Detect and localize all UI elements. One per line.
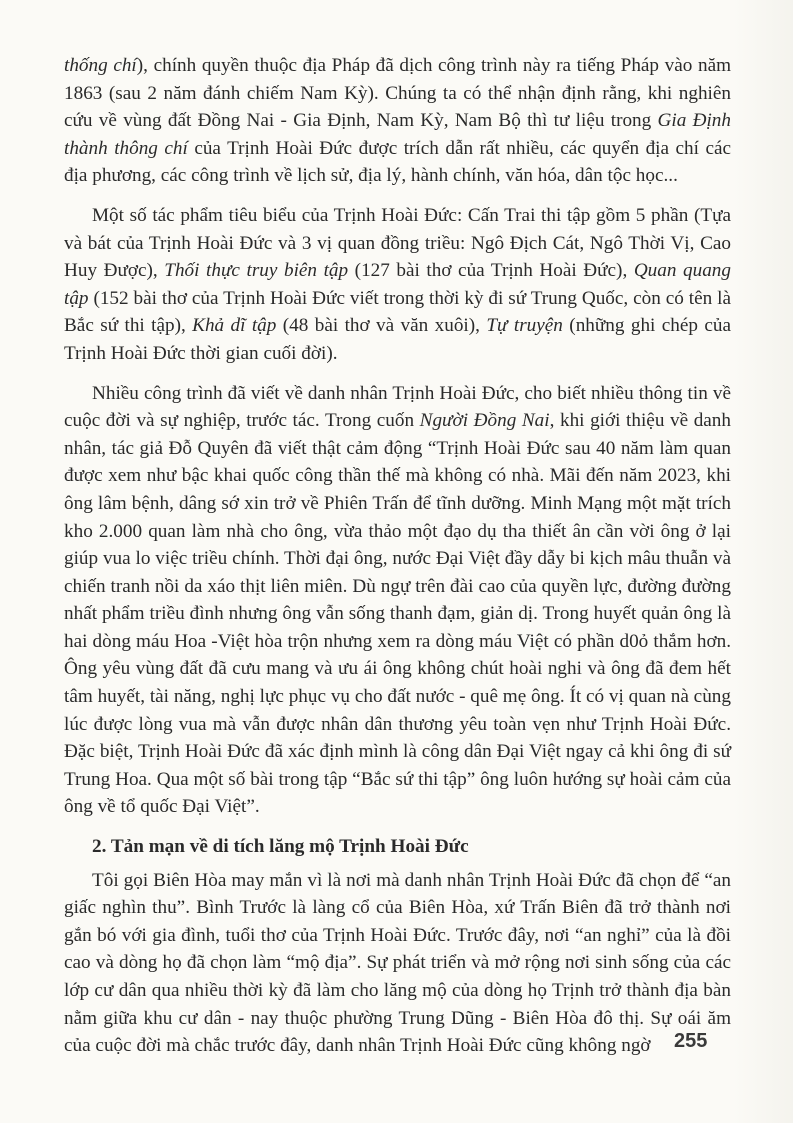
- paragraph-text: (127 bài thơ của Trịnh Hoài Đức),: [348, 260, 634, 282]
- page-number: 255: [674, 1030, 708, 1052]
- italic-text: Người Đồng Nai: [419, 410, 550, 432]
- paragraph-text: , khi giới thiệu về danh nhân, tác giả Đỗ Quyên đã viết thật cảm động “Trịnh Hoài Đức sau 40 năm làm quan được xem như bậc khai quốc công thần thế mà không có nhà. Mãi đến năm 2023, khi ông lâm bệnh, dâng sớ xin trở về Phiên Trấn để tĩnh dưỡng. Minh Mạng một mặt trích kho 2.000 quan làm nhà cho ông, vừa thảo một đạo dụ tha thiết ân cần vời ông ở lại giúp vua lo việc triều chính. Thời đại ông, nước Đại Việt đầy dẫy bi kịch mâu thuẫn và chiến tranh nồi da xáo thịt liên miên. Dù ngự trên đài cao của quyền lực, đường đường nhất phẩm triều đình nhưng ông vẫn sống thanh đạm, giản dị. Trong huyết quản ông là hai dòng máu Hoa -Việt hòa trộn nhưng xem ra dòng máu Việt có phần d0ỏ thắm hơn. Ông yêu vùng đất đã cưu mang và ưu ái ông không chút hoài nghi và ông đã đem hết tâm huyết, tài năng, nghị lực phục vụ cho đất nước - quê mẹ ông. Ít có vị quan nà cùng lúc được lòng vua mà vẫn được nhân dân thương yêu toàn vẹn như Trịnh Hoài Đức. Đặc biệt, Trịnh Hoài Đức đã xác định mình là công dân Đại Việt ngay cả khi ông đi sứ Trung Hoa. Qua một số bài trong tập “Bắc sứ thi tập” ông luôn hướng sự hoài cảm của ông về tổ quốc Đại Việt”.: [64, 410, 731, 818]
- paragraph-1: [64, 52, 731, 190]
- italic-text: Khả dĩ tập: [192, 315, 277, 337]
- page-edge-shadow: [733, 0, 793, 1123]
- paragraph-text: ), chính quyền thuộc địa Pháp đã dịch công trình này ra tiếng Pháp vào năm 1863 (sau 2 năm đánh chiếm Nam Kỳ). Chúng ta có thể nhận định rằng, khi nghiên cứu về vùng đất Đồng Nai - Gia Định, Nam Kỳ, Nam Bộ thì tư liệu trong: [64, 55, 732, 132]
- paragraph-text: (48 bài thơ và văn xuôi),: [276, 315, 487, 337]
- section-heading: 2. Tản mạn về di tích lăng mộ Trịnh Hoài Đức: [92, 836, 469, 858]
- page-body: [64, 52, 731, 1060]
- paragraph-2: [64, 202, 731, 368]
- italic-text: Tự truyện: [486, 315, 563, 337]
- italic-text: Quan quang tập: [64, 260, 731, 309]
- paragraph-3: [64, 380, 731, 822]
- italic-text: Thối thực truy biên tập: [164, 260, 349, 282]
- paragraph-text: Một số tác phẩm tiêu biểu của Trịnh Hoài Đức: Cấn Trai thi tập gồm 5 phần (Tựa và bát của Trịnh Hoài Đức và 3 vị quan đồng triều: Ngô Địch Cát, Ngô Thời Vị, Cao Huy Được),: [64, 204, 731, 282]
- paragraph-text: của Trịnh Hoài Đức được trích dẫn rất nhiều, các quyển địa chí các địa phương, các công trình về lịch sử, địa lý, hành chính, văn hóa, dân tộc học...: [64, 137, 731, 187]
- paragraph-4: Tôi gọi Biên Hòa may mắn vì là nơi mà danh nhân Trịnh Hoài Đức đã chọn để “an giấc nghìn thu”. Bình Trước là làng cổ của Biên Hòa, xứ Trấn Biên đã trở thành nơi gắn bó với gia đình, tuổi thơ của Trịnh Hoài Đức. Trước đây, nơi “an nghỉ” của là đồi cao và dòng họ đã chọn làm “mộ địa”. Sự phát triển và mở rộng nơi sinh sống của các lớp cư dân qua nhiều thời kỳ đã làm cho lăng mộ của dòng họ Trịnh trở thành địa bàn nằm giữa khu cư dân - nay thuộc phường Trung Dũng - Biên Hòa đô thị. Sự oái ăm của cuộc đời mà chắc trước đây, danh nhân Trịnh Hoài Đức cũng không ngờ: [64, 869, 731, 1057]
- paragraph-text: (152 bài thơ của Trịnh Hoài Đức viết trong thời kỳ đi sứ Trung Quốc, còn có tên là Bắc sứ thi tập),: [64, 287, 731, 337]
- paragraph-text: (những ghi chép của Trịnh Hoài Đức thời gian cuối đời).: [64, 315, 732, 364]
- paragraph-text: Nhiều công trình đã viết về danh nhân Trịnh Hoài Đức, cho biết nhiều thông tin về cuộc đời và sự nghiệp, trước tác. Trong cuốn: [64, 382, 731, 432]
- italic-text: Gia Định thành thông chí: [64, 110, 731, 159]
- italic-text: thống chí: [64, 55, 137, 76]
